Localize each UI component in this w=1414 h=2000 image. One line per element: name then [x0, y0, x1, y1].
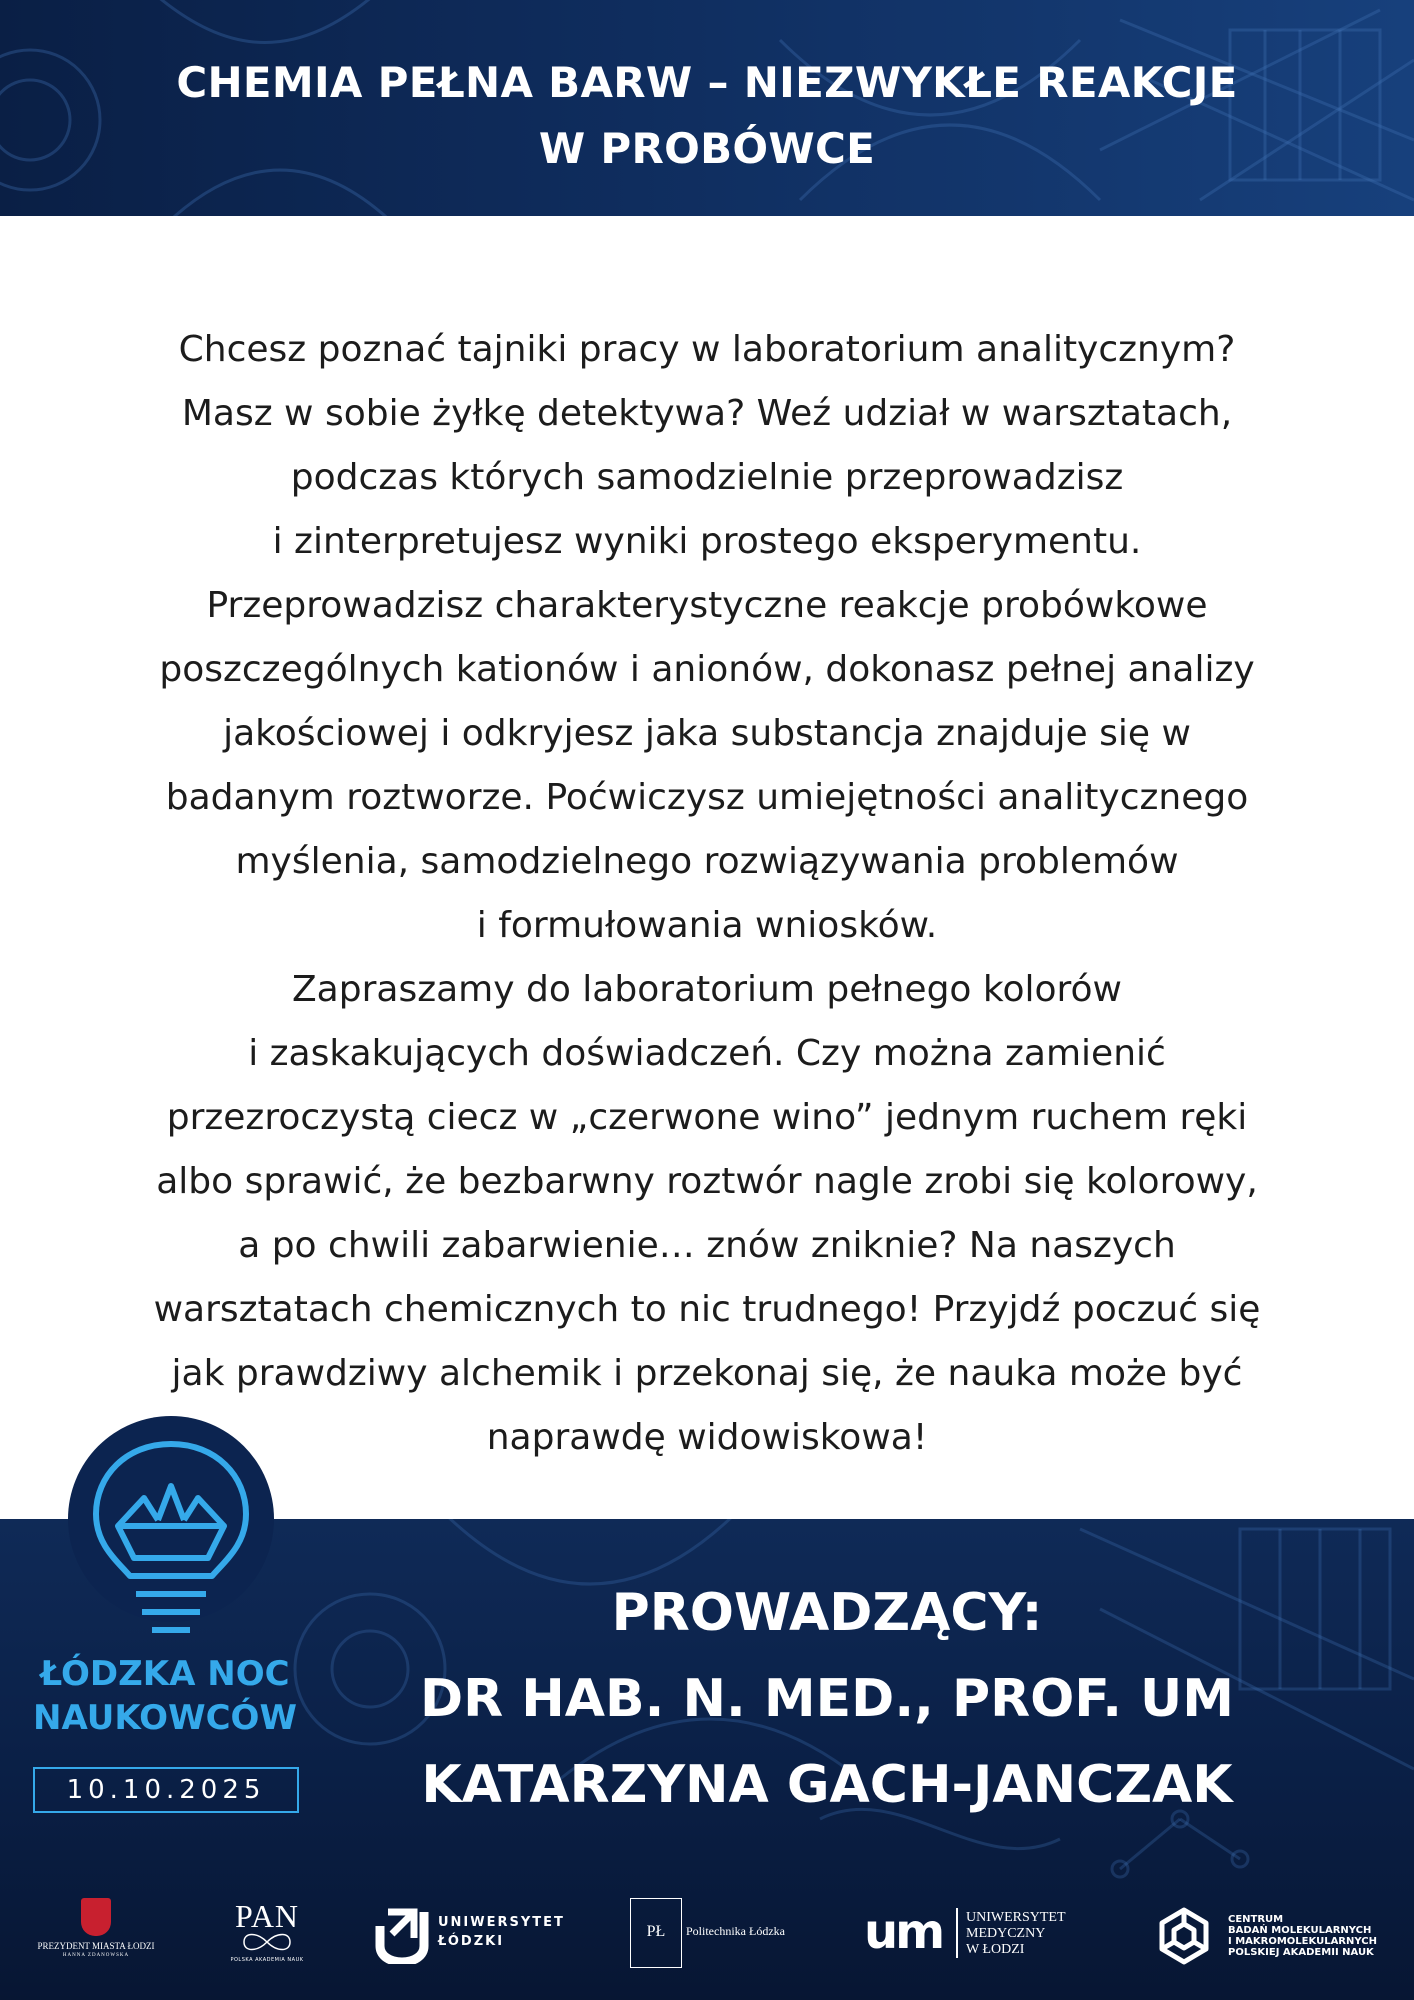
description-line: Masz w sobie żyłkę detektywa? Weź udział w warsztatach,: [181, 393, 1233, 434]
infinity-icon: [222, 1932, 312, 1952]
title-line: CHEMIA PEŁNA BARW – NIEZWYKŁE REAKCJE: [176, 58, 1238, 107]
page-title: [0, 50, 1414, 182]
leader-heading: PROWADZĄCY:: [611, 1583, 1043, 1643]
description: [40, 318, 1374, 1470]
logo-uniwersytet-medyczny: [864, 1906, 1094, 1962]
logo-caption-line: UNIWERSYTET: [966, 1910, 1066, 1925]
divider: [956, 1908, 958, 1958]
description-line: Chcesz poznać tajniki pracy w laboratorium analitycznym?: [178, 329, 1236, 370]
event-date: 10.10.2025: [33, 1767, 299, 1813]
logo-caption-line: UNIWERSYTET: [438, 1915, 565, 1930]
description-line: jakościowej i odkryjesz jaka substancja znajduje się w: [223, 713, 1191, 754]
logo-pan: [222, 1900, 312, 1964]
description-line: myślenia, samodzielnego rozwiązywania problemów: [235, 841, 1179, 882]
leader-block: [310, 1570, 1344, 1828]
event-name-line: ŁÓDZKA NOC: [40, 1654, 290, 1694]
logo-caption-line: MEDYCZNY: [966, 1926, 1046, 1941]
logo-caption-line: CENTRUM: [1228, 1914, 1284, 1925]
logo-title: PAN: [234, 1898, 300, 1934]
description-line: jak prawdziwy alchemik i przekonaj się, że nauka może być: [171, 1353, 1243, 1394]
lodz-crest-icon: [81, 1898, 111, 1936]
description-line: i zinterpretujesz wyniki prostego eksperymentu.: [272, 521, 1142, 562]
leader-title: DR HAB. N. MED., PROF. UM: [419, 1669, 1235, 1729]
event-name: [20, 1652, 310, 1740]
title-line: W PROBÓWCE: [538, 124, 876, 173]
logo-caption: PREZYDENT MIASTA ŁODZI: [37, 1941, 155, 1951]
logo-caption: Politechnika Łódzka: [686, 1924, 785, 1938]
leader-name: KATARZYNA GACH-JANCZAK: [421, 1755, 1233, 1815]
description-line: poszczególnych kationów i anionów, dokonasz pełnej analizy: [159, 649, 1255, 690]
logo-lodz-mayor: [30, 1898, 162, 1959]
ul-emblem-icon: [374, 1904, 430, 1964]
description-line: i formułowania wniosków.: [476, 905, 938, 946]
description-line: i zaskakujących doświadczeń. Czy można zamienić: [248, 1033, 1166, 1074]
um-mark: um: [864, 1904, 943, 1960]
description-line: Zapraszamy do laboratorium pełnego kolorów: [292, 969, 1122, 1010]
event-name-line: NAUKOWCÓW: [33, 1698, 297, 1738]
description-line: przezroczystą ciecz w „czerwone wino” jednym ruchem ręki: [166, 1097, 1248, 1138]
description-line: albo sprawić, że bezbarwny roztwór nagle zrobi się kolorowy,: [156, 1161, 1258, 1202]
description-line: warsztatach chemicznych to nic trudnego! Przyjdź poczuć się: [153, 1289, 1261, 1330]
logo-caption: [438, 1913, 565, 1951]
logo-politechnika-lodzka: [628, 1896, 798, 1972]
lightbulb-icon: [88, 1436, 254, 1636]
description-line: Przeprowadzisz charakterystyczne reakcje probówkowe: [206, 585, 1208, 626]
logo-caption-line: BADAŃ MOLEKULARNYCH: [1228, 1925, 1372, 1936]
description-line: a po chwili zabarwienie… znów zniknie? Na naszych: [238, 1225, 1176, 1266]
header-banner: [0, 0, 1414, 216]
logo-caption: [966, 1910, 1066, 1958]
logo-caption-line: ŁÓDZKI: [438, 1934, 505, 1949]
logo-caption-line: W ŁODZI: [966, 1942, 1025, 1957]
logo-caption-line: POLSKIEJ AKADEMII NAUK: [1228, 1947, 1374, 1958]
logo-caption-line: I MAKROMOLEKULARNYCH: [1228, 1936, 1377, 1947]
logo-cbmm-pan: [1152, 1904, 1402, 1968]
molecule-icon: [1152, 1904, 1216, 1968]
logo-caption: POLSKA AKADEMIA NAUK: [230, 1957, 304, 1963]
logo-caption: [1228, 1914, 1377, 1958]
logo-uniwersytet-lodzki: [374, 1904, 574, 1964]
logo-caption: HANNA ZDANOWSKA: [62, 1953, 130, 1958]
description-line: naprawdę widowiskowa!: [486, 1417, 928, 1458]
pl-shield-icon: PŁ: [630, 1898, 682, 1968]
description-line: podczas których samodzielnie przeprowadzisz: [290, 457, 1124, 498]
description-line: badanym roztworze. Poćwiczysz umiejętności analitycznego: [165, 777, 1249, 818]
